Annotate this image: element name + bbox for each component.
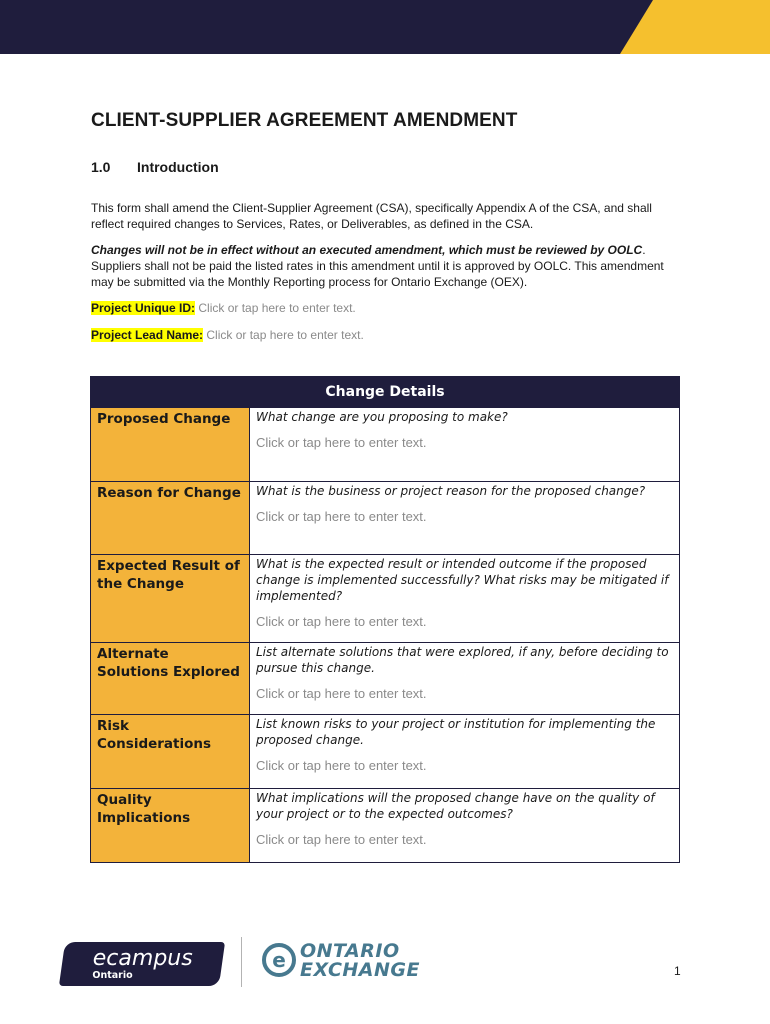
ecampus-logo-sub: Ontario — [92, 970, 133, 981]
notice-text: . Suppliers shall not be paid the listed rates in this amendment until it is approved by OOLC. This amendment may be submitted via the Monthly Reporting process for Ontario Exchange (OEX). — [91, 243, 664, 289]
ecampus-logo-word: ecampus — [92, 946, 193, 971]
footer-divider — [241, 937, 242, 987]
row-question: What is the expected result or intended outcome if the proposed change is implemented successfully? What risks may be mitigated if implemented? — [256, 557, 669, 603]
row-label: Alternate Solutions Explored — [91, 643, 250, 715]
notice-emphasis: Changes will not be in effect without an executed amendment, which must be reviewed by OOLC — [91, 243, 643, 257]
table-row — [91, 482, 680, 555]
ecampus-ontario-logo — [59, 942, 225, 986]
row-input[interactable]: Click or tap here to enter text. — [256, 758, 427, 773]
row-input[interactable]: Click or tap here to enter text. — [256, 686, 427, 701]
section-title: Introduction — [137, 159, 219, 175]
row-input[interactable]: Click or tap here to enter text. — [256, 435, 427, 450]
row-label: Reason for Change — [91, 482, 250, 555]
row-question: What change are you proposing to make? — [256, 410, 508, 424]
row-question: What is the business or project reason for the proposed change? — [256, 484, 646, 498]
page-number: 1 — [674, 964, 681, 978]
row-input[interactable]: Click or tap here to enter text. — [256, 614, 427, 629]
table-row — [91, 715, 680, 789]
row-label: Expected Result of the Change — [91, 555, 250, 643]
project-id-field[interactable] — [91, 301, 356, 315]
row-question: List known risks to your project or institution for implementing the proposed change. — [256, 717, 656, 747]
document-title: CLIENT-SUPPLIER AGREEMENT AMENDMENT — [91, 110, 518, 131]
row-input[interactable]: Click or tap here to enter text. — [256, 509, 427, 524]
table-row — [91, 408, 680, 482]
row-content — [250, 555, 680, 643]
table-row — [91, 789, 680, 863]
intro-paragraph: This form shall amend the Client-Supplier Agreement (CSA), specifically Appendix A of the CSA, and shall reflect required changes to Services, Rates, or Deliverables, as defined in the CSA. — [91, 201, 652, 231]
row-content — [250, 643, 680, 715]
table-row — [91, 555, 680, 643]
project-lead-field[interactable] — [91, 328, 364, 342]
table-header: Change Details — [91, 377, 680, 408]
row-content — [250, 408, 680, 482]
section-number: 1.0 — [91, 159, 111, 175]
table-row — [91, 643, 680, 715]
row-question: List alternate solutions that were explored, if any, before deciding to pursue this change. — [256, 645, 669, 675]
project-id-placeholder[interactable]: Click or tap here to enter text. — [198, 301, 356, 315]
row-label: Risk Considerations — [91, 715, 250, 789]
row-content — [250, 715, 680, 789]
notice-paragraph — [91, 242, 681, 290]
row-content — [250, 789, 680, 863]
row-input[interactable]: Click or tap here to enter text. — [256, 832, 427, 847]
row-question: What implications will the proposed change have on the quality of your project or to the expected outcomes? — [256, 791, 655, 821]
oex-logo-line1: ONTARIO — [300, 940, 400, 962]
row-content — [250, 482, 680, 555]
ontario-exchange-e-icon: e — [262, 943, 296, 977]
project-id-label: Project Unique ID: — [91, 301, 196, 315]
change-details-table — [90, 376, 680, 863]
ontario-exchange-logo — [300, 942, 420, 980]
project-lead-label: Project Lead Name: — [91, 328, 204, 342]
oex-logo-line2: EXCHANGE — [300, 959, 420, 981]
project-lead-placeholder[interactable]: Click or tap here to enter text. — [206, 328, 364, 342]
row-label: Quality Implications — [91, 789, 250, 863]
row-label: Proposed Change — [91, 408, 250, 482]
